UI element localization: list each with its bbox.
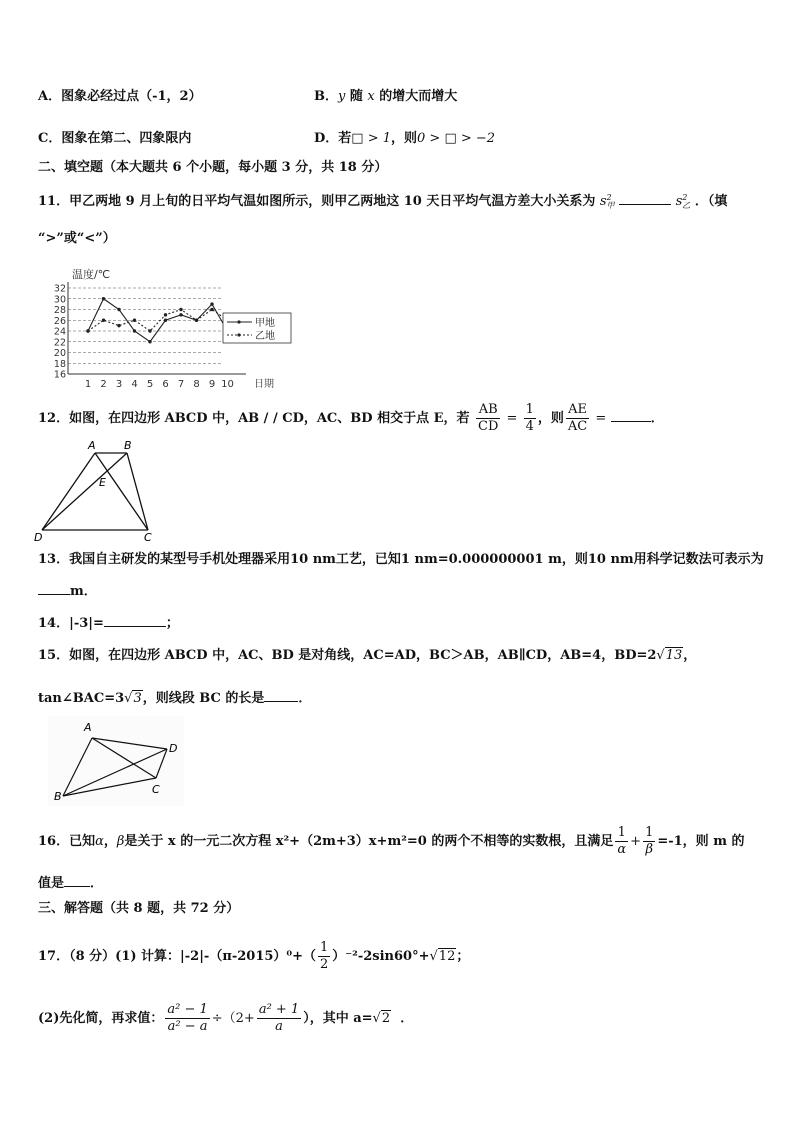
- fraction-numerator: a² + 1: [258, 1002, 300, 1017]
- question-16-pre: 16．已知: [38, 834, 96, 849]
- data-point: [102, 319, 105, 322]
- segment-da: [42, 453, 95, 530]
- question-11: [38, 192, 727, 211]
- data-point: [210, 308, 213, 311]
- fraction-numerator: 1: [645, 825, 654, 840]
- point-label-a: A: [84, 721, 92, 734]
- fraction-denominator: a: [275, 1019, 283, 1034]
- legend-marker-jia: [237, 320, 240, 323]
- option-b-mid: 随: [345, 89, 368, 104]
- legend-label-jia: 甲地: [255, 318, 275, 329]
- chart-y-ticks: [54, 284, 66, 381]
- option-d: [314, 130, 495, 148]
- segment-bc: [127, 453, 148, 530]
- question-15-line1: [38, 647, 696, 665]
- question-16-mid: 是关于 x 的一元二次方程 x²+（2m+3）x+m²=0 的两个不相等的实数根，且满足: [124, 834, 614, 849]
- option-a: A．图象必经过点（-1，2）: [38, 89, 202, 104]
- x-tick-label: 5: [146, 379, 154, 390]
- question-13-unit: m．: [70, 584, 97, 599]
- superscript: 2: [606, 192, 612, 202]
- x-tick-label: 2: [100, 379, 107, 390]
- superscript: 2: [682, 192, 688, 202]
- question-15-end: ．: [298, 691, 312, 706]
- x-tick-label: 4: [131, 379, 138, 390]
- question-17-part1: [38, 940, 469, 973]
- fraction-numerator: AE: [566, 402, 589, 419]
- x-tick-label: 8: [193, 379, 200, 390]
- fraction-numerator: 1: [320, 940, 329, 955]
- var-x: x: [367, 89, 375, 104]
- question-12-text: 12．如图，在四边形 ABCD 中，AB / / CD，AC、BD 相交于点 E，若: [38, 411, 470, 426]
- question-16-line2: [38, 874, 103, 893]
- fraction-numerator: 1: [615, 825, 628, 842]
- var-alpha: α: [95, 834, 104, 849]
- question-17-part2: [38, 1002, 413, 1035]
- legend-marker-yi: [237, 333, 240, 336]
- fraction-ae-ac: [566, 402, 589, 435]
- data-point: [117, 308, 120, 311]
- question-15-text: 15．如图，在四边形 ABCD 中，AC、BD 是对角线，AC=AD，BC＞AB，AB∥CD，AB=4，BD=2: [38, 648, 657, 663]
- x-tick-label: 9: [208, 379, 216, 390]
- point-label-b: B: [54, 790, 62, 803]
- equals-sign: =: [591, 411, 607, 426]
- question-12-end: ．: [650, 411, 664, 426]
- fraction-ab-cd: [476, 402, 500, 435]
- option-b: [314, 88, 457, 106]
- sqrt-13: √13: [656, 648, 683, 663]
- data-point: [117, 324, 120, 327]
- question-15-tan: tan∠BAC=3: [38, 691, 125, 706]
- y-tick-label: 22: [53, 337, 66, 349]
- question-16-end: ．: [90, 876, 104, 891]
- question-16-value: 值是: [38, 876, 65, 891]
- data-point: [133, 329, 136, 332]
- question-15-ask: ，则线段 BC 的长是: [142, 691, 265, 706]
- question-15-punct: ，: [683, 648, 697, 663]
- answer-blank-11[interactable]: [619, 192, 671, 205]
- data-point: [148, 340, 151, 343]
- question-13-line2: [38, 582, 97, 601]
- x-tick-label: 10: [221, 379, 234, 390]
- variance-symbol: s: [675, 194, 683, 209]
- data-point: [86, 329, 89, 332]
- radicand: 12: [438, 949, 456, 964]
- question-11-tail: ．（填: [694, 194, 728, 209]
- y-tick-label: 26: [53, 315, 66, 327]
- question-17-mid: ）⁻²-2sin60°+: [332, 949, 430, 964]
- data-point: [210, 302, 213, 305]
- question-17b-tail: ），其中 a=: [303, 1011, 373, 1026]
- trapezoid-figure-12: [30, 438, 165, 542]
- equals-sign: =: [502, 411, 522, 426]
- point-label-d: D: [169, 742, 178, 755]
- data-point: [164, 319, 167, 322]
- quadrilateral-figure-15: [48, 716, 184, 806]
- section-heading-solve: 三、解答题（共 8 题，共 72 分）: [38, 901, 240, 916]
- question-12-mid: ，则: [537, 411, 564, 426]
- fraction-numerator: a² − 1: [167, 1002, 208, 1017]
- data-point: [148, 329, 151, 332]
- point-label-b: B: [124, 439, 132, 452]
- fraction-expr-1: [165, 1002, 209, 1035]
- question-16-tail: =-1，则 m 的: [657, 834, 745, 849]
- x-tick-label: 1: [84, 379, 92, 390]
- fraction-numerator: AB: [476, 402, 500, 419]
- question-17b-end: ．: [400, 1011, 414, 1026]
- y-tick-label: 18: [53, 358, 66, 370]
- question-14: [38, 614, 179, 633]
- chart-grid: [68, 282, 246, 374]
- question-14-text: 14．|-3|=: [38, 616, 104, 631]
- fraction-half: [318, 940, 330, 973]
- fraction-expr-2: [257, 1002, 301, 1035]
- variance-symbol: s: [599, 194, 607, 209]
- chart-xlabel: 日期: [254, 379, 274, 390]
- option-c: C．图象在第二、四象限内: [38, 131, 192, 146]
- chart-legend: [223, 313, 291, 343]
- option-b-suffix: 的增大而增大: [374, 89, 458, 104]
- fraction-one-over-beta: [643, 825, 655, 858]
- fraction-denominator: AC: [567, 419, 588, 434]
- question-16: [38, 825, 745, 858]
- point-label-d: D: [34, 531, 43, 542]
- section-heading-fill-in: 二、填空题（本大题共 6 个小题，每小题 3 分，共 18 分）: [38, 160, 388, 175]
- x-tick-label: 7: [177, 379, 185, 390]
- option-d-mid: ，则: [391, 131, 418, 146]
- legend-label-yi: 乙地: [255, 331, 275, 342]
- y-tick-label: 32: [53, 283, 66, 295]
- division-expr: ÷（2+: [211, 1011, 255, 1026]
- option-d-cond1: □ > 1: [351, 131, 391, 146]
- separator: ，: [103, 834, 117, 849]
- answer-blank-12[interactable]: [611, 409, 651, 422]
- y-tick-label: 28: [53, 305, 66, 316]
- fraction-denominator: CD: [478, 419, 499, 434]
- answer-blank-15[interactable]: [264, 689, 298, 702]
- y-tick-label: 30: [53, 294, 66, 306]
- data-point: [179, 308, 182, 311]
- question-17-pre: 17．（8 分）(1) 计算：|-2|-（π-2015）⁰+（: [38, 949, 317, 964]
- x-tick-label: 3: [115, 379, 123, 390]
- point-label-c: C: [144, 531, 152, 542]
- fraction-denominator: a² − a: [167, 1019, 208, 1034]
- sqrt-2: √2: [372, 1011, 391, 1026]
- var-beta: β: [116, 834, 125, 849]
- radicand: 13: [665, 648, 683, 663]
- subscript: 甲: [606, 200, 615, 210]
- point-label-a: A: [88, 439, 96, 452]
- chart-series: [86, 297, 229, 343]
- fraction-one-quarter: [524, 402, 536, 435]
- fraction-denominator: 4: [525, 419, 534, 434]
- x-tick-label: 6: [162, 379, 169, 390]
- variance-yi: [676, 194, 691, 209]
- figure-background: [48, 716, 184, 806]
- answer-blank-13[interactable]: [38, 582, 70, 595]
- question-15-line2: [38, 689, 311, 708]
- y-tick-label: 24: [53, 326, 66, 338]
- data-point: [164, 313, 167, 316]
- question-17b-pre: (2)先化简，再求值：: [38, 1011, 164, 1026]
- option-d-cond2: 0 > □ > −2: [417, 131, 496, 146]
- fraction-numerator: 1: [525, 402, 534, 417]
- answer-blank-16[interactable]: [64, 874, 90, 887]
- chart-ylabel: 温度/℃: [72, 268, 111, 281]
- data-point: [133, 319, 136, 322]
- fraction-denominator: 2: [320, 957, 329, 972]
- answer-blank-14[interactable]: [104, 614, 166, 627]
- data-point: [102, 297, 105, 300]
- diagonal-ac: [95, 453, 148, 530]
- question-11-line2: “>”或“<”）: [38, 231, 116, 246]
- sqrt-12: √12: [429, 949, 456, 964]
- option-b-prefix: B．: [314, 89, 338, 104]
- point-label-e: E: [99, 476, 106, 489]
- question-12: [38, 402, 664, 435]
- fraction-one-over-alpha: [615, 825, 628, 858]
- option-d-prefix: D．若: [314, 131, 352, 146]
- question-11-text: 11．甲乙两地 9 月上旬的日平均气温如图所示，则甲乙两地这 10 天日平均气温方差大小关系为: [38, 194, 596, 209]
- fraction-denominator: α: [617, 842, 627, 857]
- chart-x-ticks: [85, 379, 234, 390]
- diagonal-bd: [42, 453, 127, 530]
- temperature-line-chart: [46, 262, 296, 392]
- data-point: [179, 313, 182, 316]
- y-tick-label: 16: [53, 369, 66, 381]
- plus-sign: +: [630, 834, 642, 849]
- sqrt-3: √3: [124, 691, 142, 706]
- subscript: 乙: [682, 200, 691, 210]
- variance-jia: [600, 194, 615, 209]
- question-14-tail: ；: [165, 616, 179, 631]
- data-point: [195, 319, 198, 322]
- radicand: 2: [381, 1011, 391, 1026]
- question-17-tail: ；: [456, 949, 470, 964]
- point-label-c: C: [152, 783, 160, 796]
- y-tick-label: 20: [53, 348, 66, 359]
- question-13-line1: 13．我国自主研发的某型号手机处理器采用10 nm工艺，已知1 nm=0.000000001 m，则10 nm用科学记数法可表示为: [38, 552, 764, 567]
- fraction-denominator: β: [645, 842, 653, 857]
- var-y: y: [338, 89, 346, 104]
- radicand: 3: [133, 691, 142, 706]
